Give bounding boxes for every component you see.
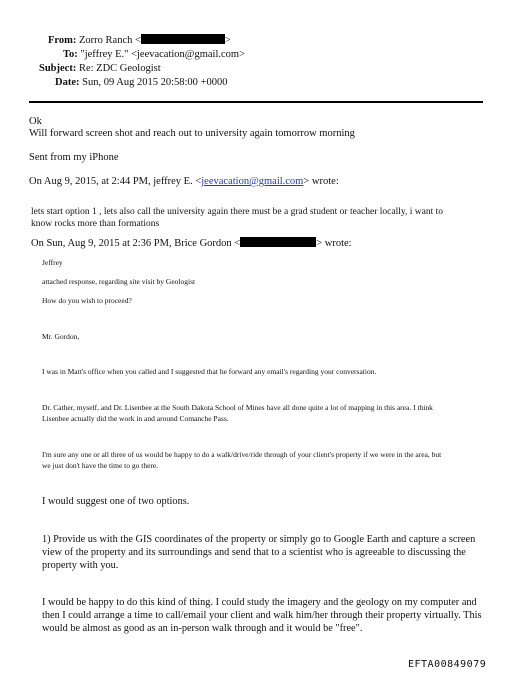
geologist-p5-l1: 1) Provide us with the GIS coordinates of the property or simply go to Google Earth and capture a screen bbox=[42, 534, 476, 545]
geologist-p5-l3: property with you. bbox=[42, 560, 119, 571]
geologist-p6-l2: then I could arrange a time to call/email your client and walk him/her through their property virtually. This bbox=[42, 610, 482, 621]
date-value: Sun, 09 Aug 2015 20:58:00 +0000 bbox=[82, 77, 228, 88]
subject-row bbox=[39, 62, 161, 76]
reply2-line-1: lets start option 1 , lets also call the university again there must be a grad student or teacher locally, i want to bbox=[31, 207, 443, 217]
geologist-p3-l2: we just don't have the time to go there. bbox=[42, 461, 159, 470]
redaction-bar bbox=[240, 237, 316, 247]
date-label: Date: bbox=[55, 77, 80, 88]
geologist-p6-l3: would be almost as good as an in-person walk through and it would be "free". bbox=[42, 623, 363, 634]
email-link[interactable]: jeevacation@gmail.com bbox=[201, 176, 304, 187]
geologist-salutation: Mr. Gordon, bbox=[42, 332, 80, 341]
reply2-line-2: know rocks more than formations bbox=[31, 219, 160, 229]
quote-prefix: On Sun, Aug 9, 2015 at 2:36 PM, Brice Gordon < bbox=[31, 238, 241, 249]
brice-line-2: How do you wish to proceed? bbox=[42, 296, 132, 305]
geologist-p2-l1: Dr. Cather, myself, and Dr. Lisenbee at the South Dakota School of Mines have all done quite a lot of mapping in this area. I think bbox=[42, 403, 433, 412]
reply-line-1: Ok bbox=[29, 116, 42, 127]
geologist-p2-l2: Lisenbee actually did the work in and around Comanche Pass. bbox=[42, 414, 229, 423]
subject-value: Re: ZDC Geologist bbox=[78, 63, 161, 74]
geologist-p4: I would suggest one of two options. bbox=[42, 496, 190, 507]
from-value: Zorro Ranch < bbox=[79, 35, 141, 46]
to-label: To: bbox=[63, 49, 78, 60]
redaction-bar bbox=[141, 34, 225, 44]
brice-line-1: attached response, regarding site visit by Geologist bbox=[42, 277, 196, 286]
quote-suffix: > wrote: bbox=[303, 176, 339, 187]
reply-line-2: Will forward screen shot and reach out to university again tomorrow morning bbox=[29, 128, 355, 139]
geologist-p1: I was in Matt's office when you called and I suggested that he forward any email's regarding your conversation. bbox=[42, 367, 377, 376]
from-row bbox=[48, 34, 508, 48]
quote-header-2 bbox=[31, 237, 352, 250]
to-row bbox=[63, 48, 245, 62]
geologist-p5-l2: view of the property and its surroundings and send that to a scientist who is agreeable to discussing the bbox=[42, 547, 466, 558]
geologist-p3-l1: I'm sure any one or all three of us would be happy to do a walk/drive/ride through of your client's property if we were in the area, but bbox=[42, 450, 442, 459]
quote-suffix: > wrote: bbox=[316, 238, 352, 249]
date-row bbox=[55, 76, 227, 90]
document-id: EFTA00849079 bbox=[408, 659, 487, 670]
brice-salutation: Jeffrey bbox=[42, 258, 63, 267]
signature: Sent from my iPhone bbox=[29, 152, 119, 163]
to-value: "jeffrey E." <jeevacation@gmail.com> bbox=[80, 49, 246, 60]
header-divider bbox=[29, 101, 483, 103]
subject-label: Subject: bbox=[39, 63, 77, 74]
geologist-p6-l1: I would be happy to do this kind of thing. I could study the imagery and the geology on my computer and bbox=[42, 597, 477, 608]
quote-header-1 bbox=[29, 175, 339, 188]
from-label: From: bbox=[48, 35, 77, 46]
quote-prefix: On Aug 9, 2015, at 2:44 PM, jeffrey E. < bbox=[29, 176, 202, 187]
from-tail: > bbox=[224, 35, 231, 46]
